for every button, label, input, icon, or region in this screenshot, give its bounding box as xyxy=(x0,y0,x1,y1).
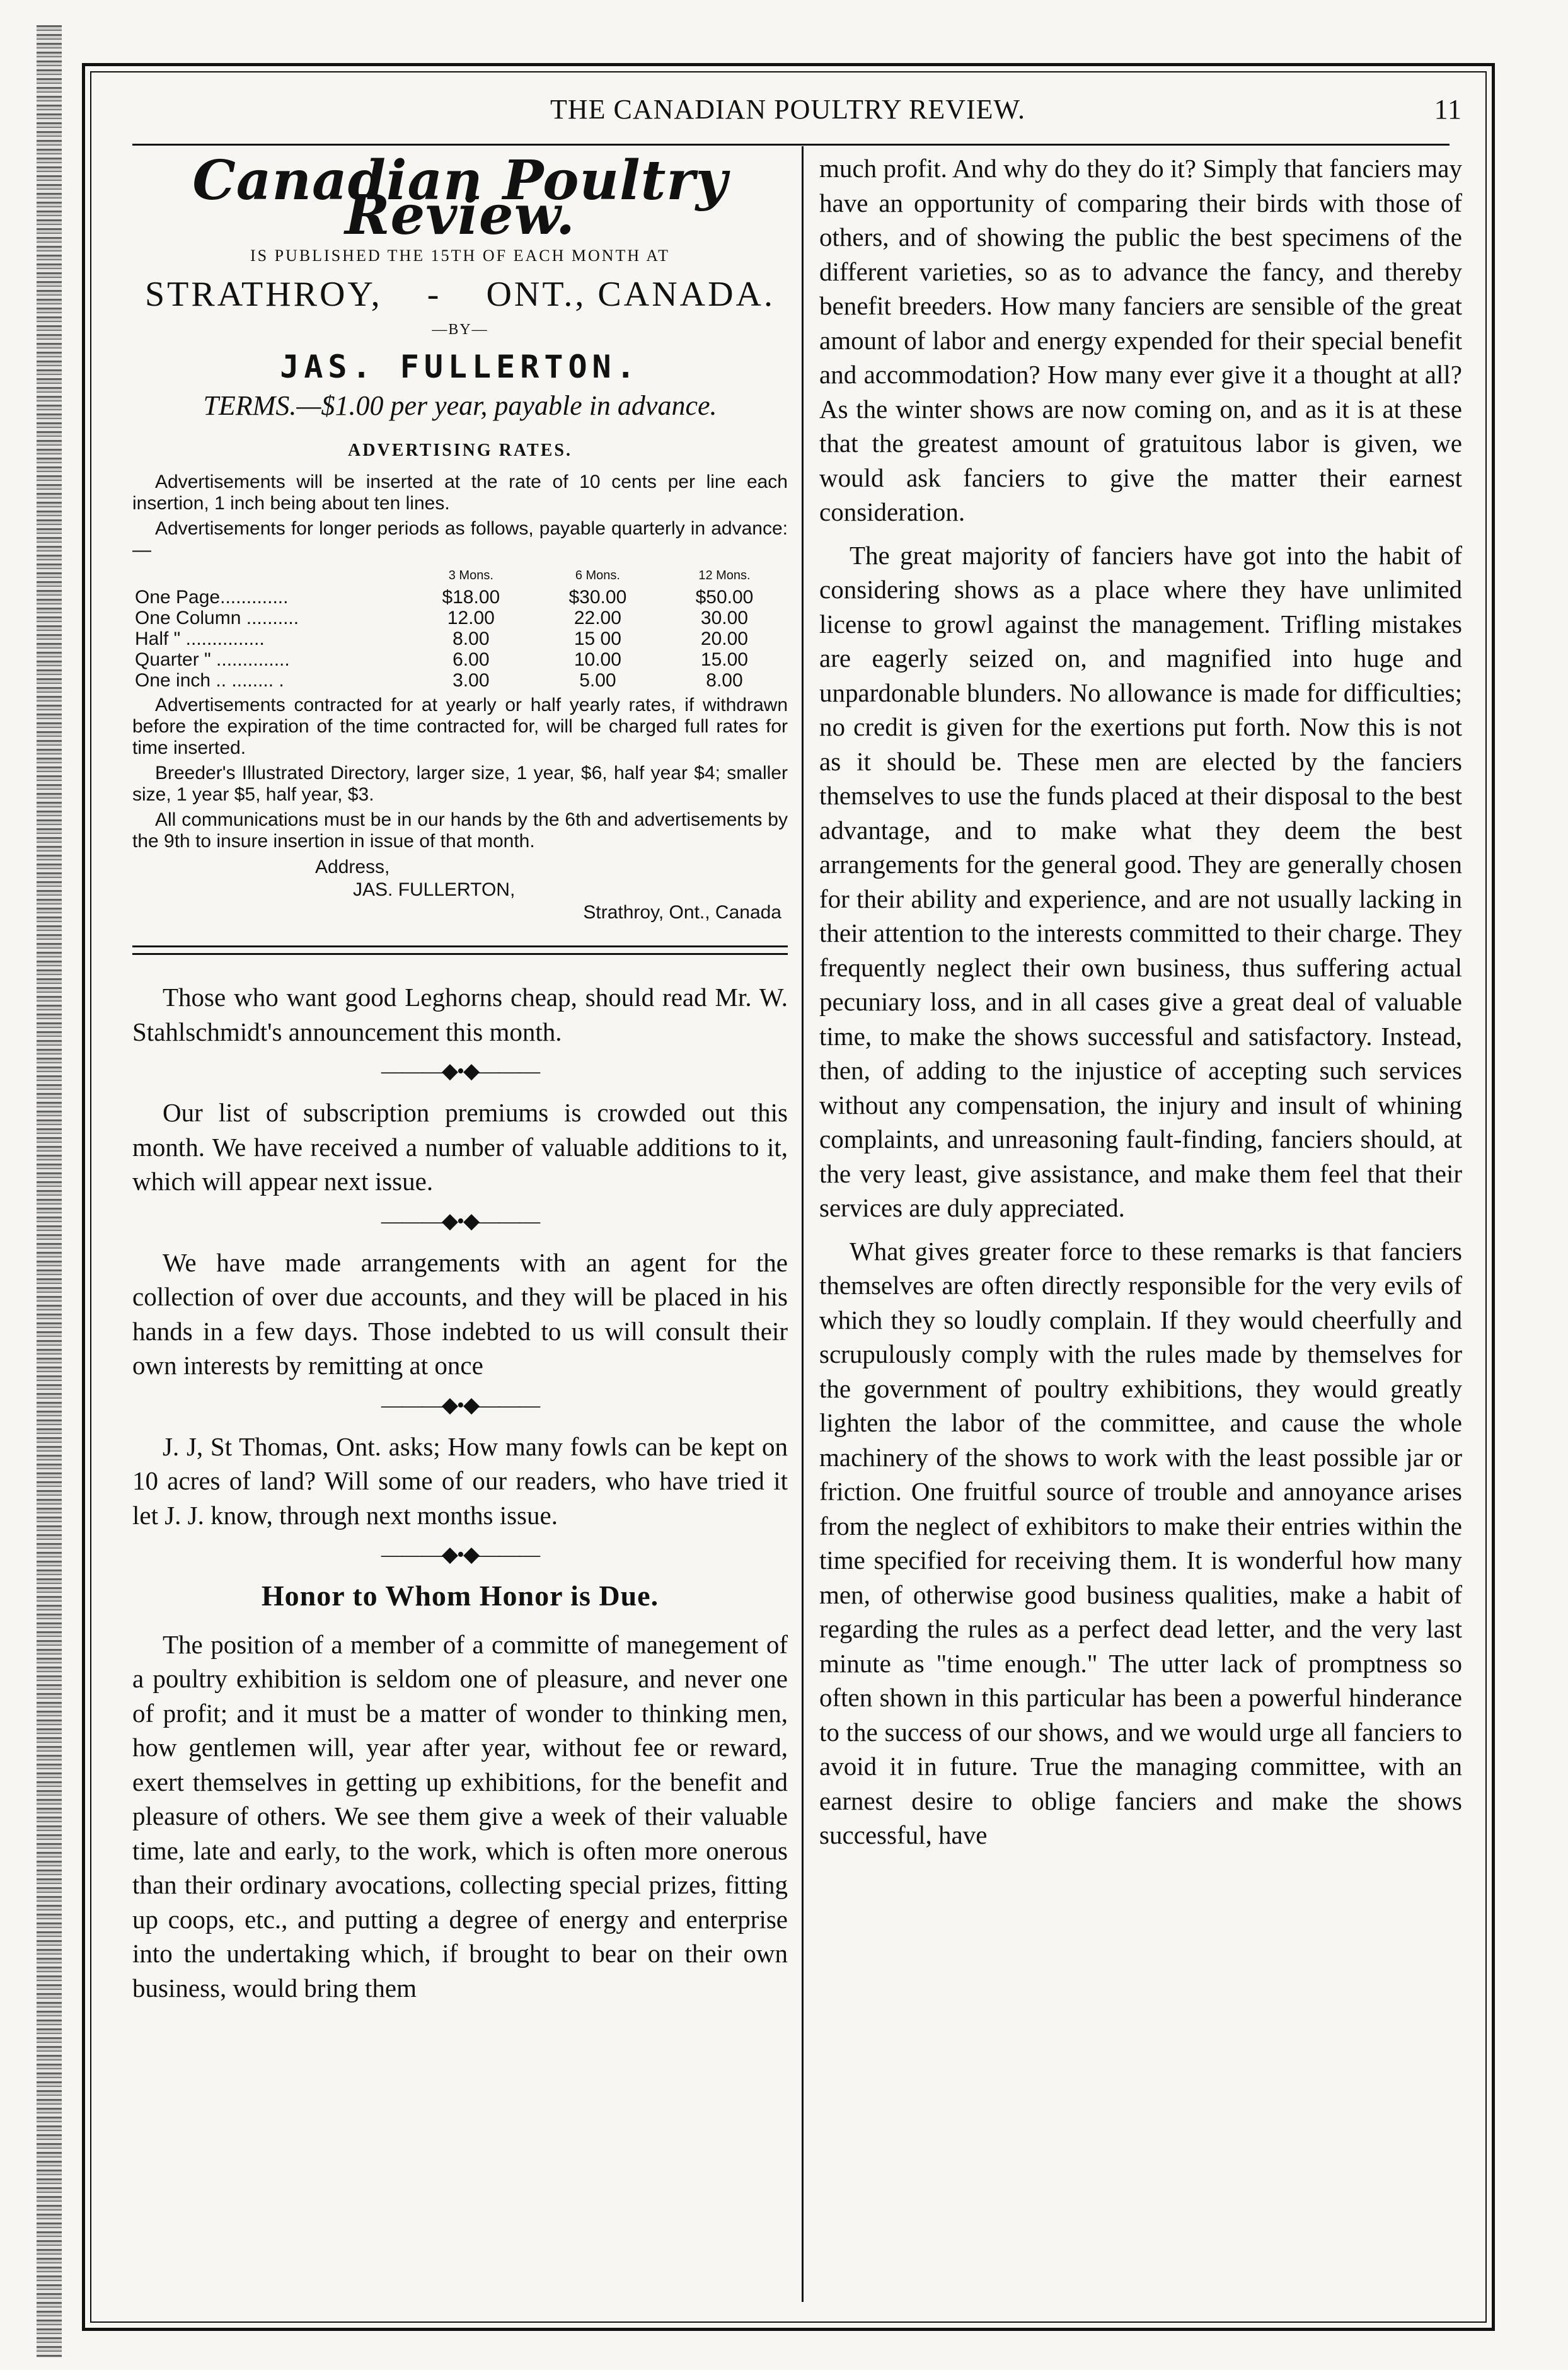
article-paragraph: What gives greater force to these remarks is that fanciers themselves are often directly responsible for the very evils of which they so loudly complain. If they would cheerfully and scrupulously comply with the rules made by themselves for the government of poultry exhibitions, they would greatly lighten the labor of the committee, and cause the whole machinery of the shows to work with the least possible jar or friction. One fruitful source of trouble and annoyance arises from the neglect of exhibitors to make their entries within the time specified for receiving them. It is wonderful how many men, of otherwise good business qualities, make a habit of regarding the rules as a perfect dead letter, and the very last minute as "time enough." The utter lack of promptness so often shown in this particular has been a powerful hinderance to the success of our shows, and we would urge all fanciers to avoid it in future. True the managing committee, with an earnest desire to oblige fanciers and make the shows successful, have xyxy=(819,1236,1462,1849)
address-label: Address, xyxy=(315,857,390,877)
advertising-heading: ADVERTISING RATES. xyxy=(348,440,572,460)
masthead-title: Canadian Poultry Review. xyxy=(192,149,728,247)
place-region: ONT., CANADA. xyxy=(486,274,775,314)
article-paragraph: much profit. And why do they do it? Simply that fanciers may have an opportunity of comparing their birds with those of others, and of showing the public the best specimens of the different varieties, so as to advance the fancy, and thereby benefit breeders. How many fanciers are sensible of the great amount of labor and energy expended for their special benefit and accommodation? How many ever give it a thought at all? As the winter shows are now coming on, and as it is at these that the greatest amount of gratuitous labor is given, we would ask fanciers to give the matter their earnest consideration. xyxy=(819,154,1462,526)
rates-table xyxy=(132,565,788,691)
running-title: THE CANADIAN POULTRY REVIEW. xyxy=(550,94,1025,125)
byline: —BY— xyxy=(432,321,488,338)
article-title: Honor to Whom Honor is Due. xyxy=(261,1580,659,1612)
rates-value: 5.00 xyxy=(579,670,616,691)
page-number: 11 xyxy=(1434,94,1462,125)
rates-col-header: 6 Mons. xyxy=(575,569,620,582)
place-city: STRATHROY, xyxy=(145,274,383,314)
rates-value: 8.00 xyxy=(706,670,743,691)
notice-premiums: Our list of subscription premiums is crowded out this month. We have received a number of valuable additions to it, which will appear next issue. xyxy=(132,1098,788,1196)
rates-value: 8.00 xyxy=(453,628,490,649)
ornament-divider: ———◆•◆——— xyxy=(381,1393,539,1417)
rates-row xyxy=(132,670,788,691)
ornament-divider: ———◆•◆——— xyxy=(381,1060,539,1083)
terms-label: TERMS. xyxy=(203,390,297,421)
rates-row xyxy=(132,649,788,670)
right-column xyxy=(819,151,1462,1861)
rates-col-header: 3 Mons. xyxy=(448,569,493,582)
rates-label: Quarter " .............. xyxy=(135,649,290,670)
editor-name: JAS. FULLERTON. xyxy=(280,348,640,385)
notice-question: J. J, St Thomas, Ont. asks; How many fowls can be kept on 10 acres of land? Will some of our readers, who have tried it let J. J. know, through next months issue. xyxy=(132,1431,788,1530)
publication-line: IS PUBLISHED THE 15TH OF EACH MONTH AT xyxy=(250,246,671,265)
advertising-intro: Advertisements will be inserted at the rate of 10 cents per line each insertion, 1 inch being about ten lines. xyxy=(132,471,788,514)
advertising-directory: Breeder's Illustrated Directory, larger size, 1 year, $6, half year $4; smaller size, 1 year $5, half year, $3. xyxy=(132,763,788,805)
rates-col-header: 12 Mons. xyxy=(698,569,751,582)
advertising-longer: Advertisements for longer periods as follows, payable quarterly in advance:— xyxy=(132,518,788,560)
rates-value: 10.00 xyxy=(574,649,621,670)
address-block xyxy=(132,856,788,924)
rates-label: One Page............. xyxy=(135,587,289,608)
notice-accounts: We have made arrangements with an agent for the collection of over due accounts, and they will be placed in his hands in a few days. Those indebted to us will consult their own interests by remitting at once xyxy=(132,1247,788,1380)
double-rule xyxy=(132,945,788,955)
rates-value: 20.00 xyxy=(700,628,748,649)
article-paragraph: The position of a member of a committe of manegement of a poultry exhibition is seldom one of pleasure, and never one of profit; and it must be a matter of wonder to thinking men, how gentlemen will, year after year, without fee or reward, exert themselves in getting up exhibitions, for the benefit and pleasure of others. We see them give a week of their valuable time, late and early, to the work, which is often more onerous than their ordinary avocations, collecting special prizes, fitting up coops, etc., and putting a degree of energy and enterprise into the undertaking which, if brought to bear on their own business, would bring them xyxy=(132,1629,788,2003)
rates-value: 30.00 xyxy=(700,608,748,628)
column-rule xyxy=(802,146,804,2302)
notice-leghorns: Those who want good Leghorns cheap, should read Mr. W. Stahlschmidt's announcement this month. xyxy=(132,983,788,1046)
rates-value: 15.00 xyxy=(700,649,748,670)
rates-value: 22.00 xyxy=(574,608,621,628)
address-name: JAS. FULLERTON, xyxy=(353,879,516,900)
rates-value: 15 00 xyxy=(574,628,621,649)
rates-label: Half " ............... xyxy=(135,628,265,649)
rates-label: One inch .. ........ . xyxy=(135,670,284,691)
place-line xyxy=(132,274,788,314)
advertising-block xyxy=(132,471,788,561)
running-header xyxy=(95,82,1481,139)
terms-line xyxy=(132,389,788,424)
header-rule xyxy=(132,144,1450,146)
advertising-communications: All communications must be in our hands by the 6th and advertisements by the 9th to insure insertion in issue of that month. xyxy=(132,809,788,852)
advertising-contracted: Advertisements contracted for at yearly or half yearly rates, if withdrawn before the expiration of the time contracted for, will be charged full rates for time inserted. xyxy=(132,695,788,758)
rates-row xyxy=(132,587,788,608)
rates-value: 6.00 xyxy=(453,649,490,670)
page-binding-edge xyxy=(37,25,62,2357)
ornament-divider: ———◆•◆——— xyxy=(381,1209,539,1233)
address-place: Strathroy, Ont., Canada xyxy=(583,902,781,923)
rates-value: 3.00 xyxy=(453,670,490,691)
terms-text: —$1.00 per year, payable in advance. xyxy=(296,390,717,421)
rates-row xyxy=(132,628,788,649)
left-column xyxy=(132,151,788,2014)
rates-value: $30.00 xyxy=(568,587,627,608)
advertising-terms xyxy=(132,695,788,852)
rates-value: $50.00 xyxy=(695,587,754,608)
rates-value: $18.00 xyxy=(442,587,500,608)
rates-header-row xyxy=(132,565,788,587)
rates-value: 12.00 xyxy=(447,608,495,628)
rates-label: One Column .......... xyxy=(135,608,299,628)
rates-row xyxy=(132,608,788,628)
article-paragraph: The great majority of fanciers have got into the habit of considering shows as a place where they have unlimited license to growl against the management. Trifling mistakes are eagerly seized on, and magnified into huge and unpardonable blunders. No allowance is made for difficulties; no credit is given for the exertions put forth. Now this is not as it should be. These men are elected by the fanciers themselves to use the funds placed at their disposal to the best advantage, and to make what they deem the best arrangements for the general good. They are generally chosen for their ability and experience, and are not usually lacking in their attention to the interests committed to their charge. They frequently neglect their own business, thus suffering actual pecuniary loss, and in all cases give a great deal of valuable time, to make the shows successful and satisfactory. Instead, then, of adding to the injustice of accepting such services without any compensation, the injury and insult of whining complaints, and unreasoning fault-finding, fanciers should, at the very least, give assistance, and make them feel that their services are duly appreciated. xyxy=(819,540,1462,1222)
ornament-divider: ———◆•◆——— xyxy=(381,1543,539,1566)
place-separator: - xyxy=(427,274,442,314)
